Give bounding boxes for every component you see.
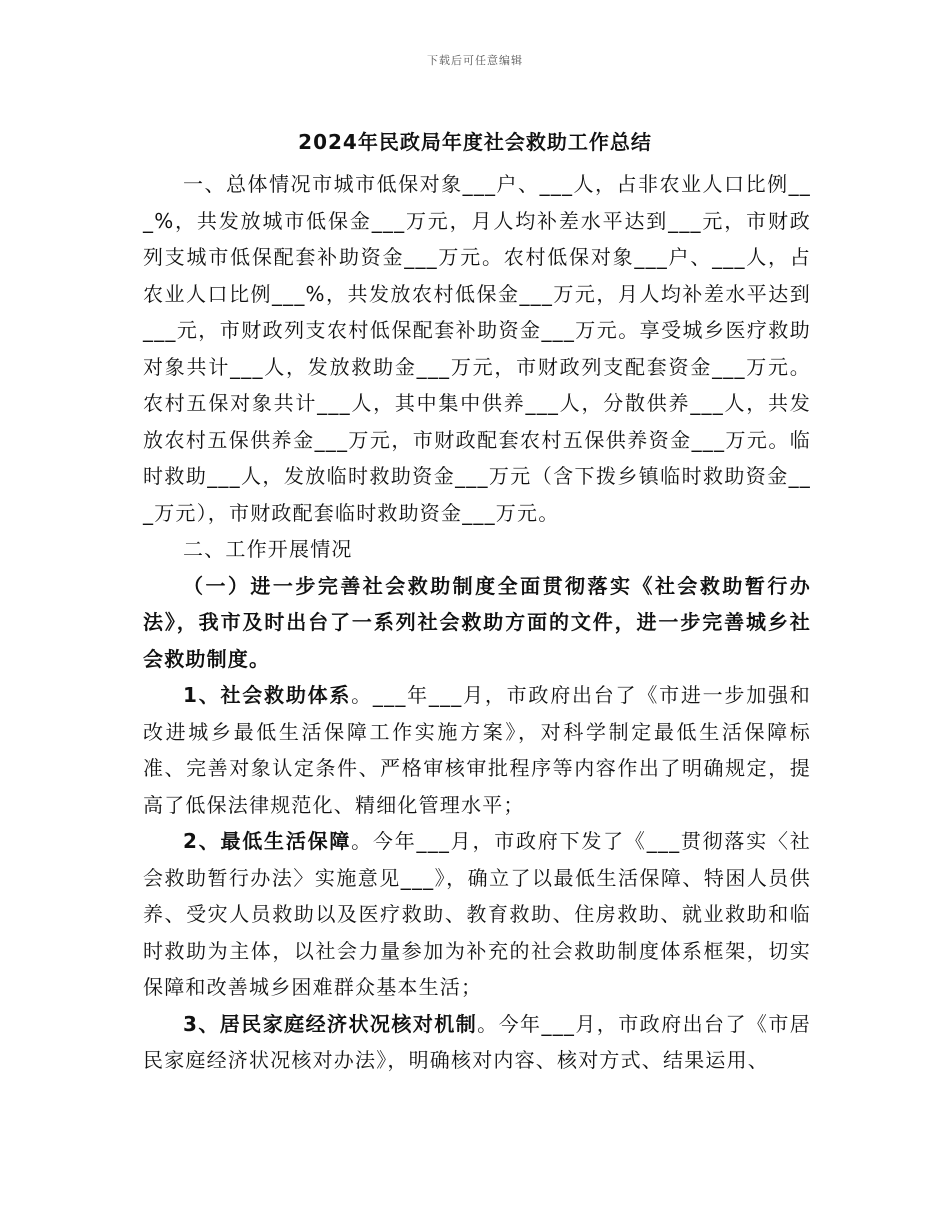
item-2-lead: 2、最低生活保障 xyxy=(183,829,352,853)
item-1-body: 。___年___月，市政府出台了《市进一步加强和改进城乡最低生活保障工作实施方案》，对科学制定最低生活保障标准、完善对象认定条件、严格审核审批程序等内容作出了明确规定，提高了低保法律规范化、精细化管理水平； xyxy=(143,683,811,817)
subsection-heading-1: （一）进一步完善社会救助制度全面贯彻落实《社会救助暂行办法》，我市及时出台了一系列社会救助方面的文件，进一步完善城乡社会救助制度。 xyxy=(143,573,811,671)
paragraph-item-1 xyxy=(143,677,811,823)
page-header-note: 下载后可任意编辑 xyxy=(427,54,523,67)
paragraph-item-3 xyxy=(143,1006,811,1079)
document-body xyxy=(143,166,811,1079)
item-3-lead: 3、居民家庭经济状况核对机制 xyxy=(183,1011,478,1036)
item-1-lead: 1、社会救助体系 xyxy=(183,683,352,707)
section-heading-work: 二、工作开展情况 xyxy=(183,537,353,561)
paragraph-item-2 xyxy=(143,823,811,1006)
paragraph-overview: 一、总体情况市城市低保对象___户、___人，占非农业人口比例___%，共发放城市低保金___万元，月人均补差水平达到___元，市财政列支城市低保配套补助资金___万元。农村低保对象___户、___人，占农业人口比例___%，共发放农村低保金___万元，月人均补差水平达到___元，市财政列支农村低保配套补助资金___万元。享受城乡医疗救助对象共计___人，发放救助金___万元，市财政列支配套资金___万元。农村五保对象共计___人，其中集中供养___人，分散供养___人，共发放农村五保供养金___万元，市财政配套农村五保供养资金___万元。临时救助___人，发放临时救助资金___万元（含下拨乡镇临时救助资金___万元），市财政配套临时救助资金___万元。 xyxy=(143,172,811,525)
item-2-body: 。今年___月，市政府下发了《___贯彻落实〈社会救助暂行办法〉实施意见___》，确立了以最低生活保障、特困人员供养、受灾人员救助以及医疗救助、教育救助、住房救助、就业救助和临时救助为主体，以社会力量参加为补充的社会救助制度体系框架，切实保障和改善城乡困难群众基本生活； xyxy=(143,829,811,999)
document-title: 2024年民政局年度社会救助工作总结 xyxy=(298,130,652,154)
item-3-body: 。今年___月，市政府出台了《市居民家庭经济状况核对办法》，明确核对内容、核对方式、结果运用、 xyxy=(143,1011,811,1072)
